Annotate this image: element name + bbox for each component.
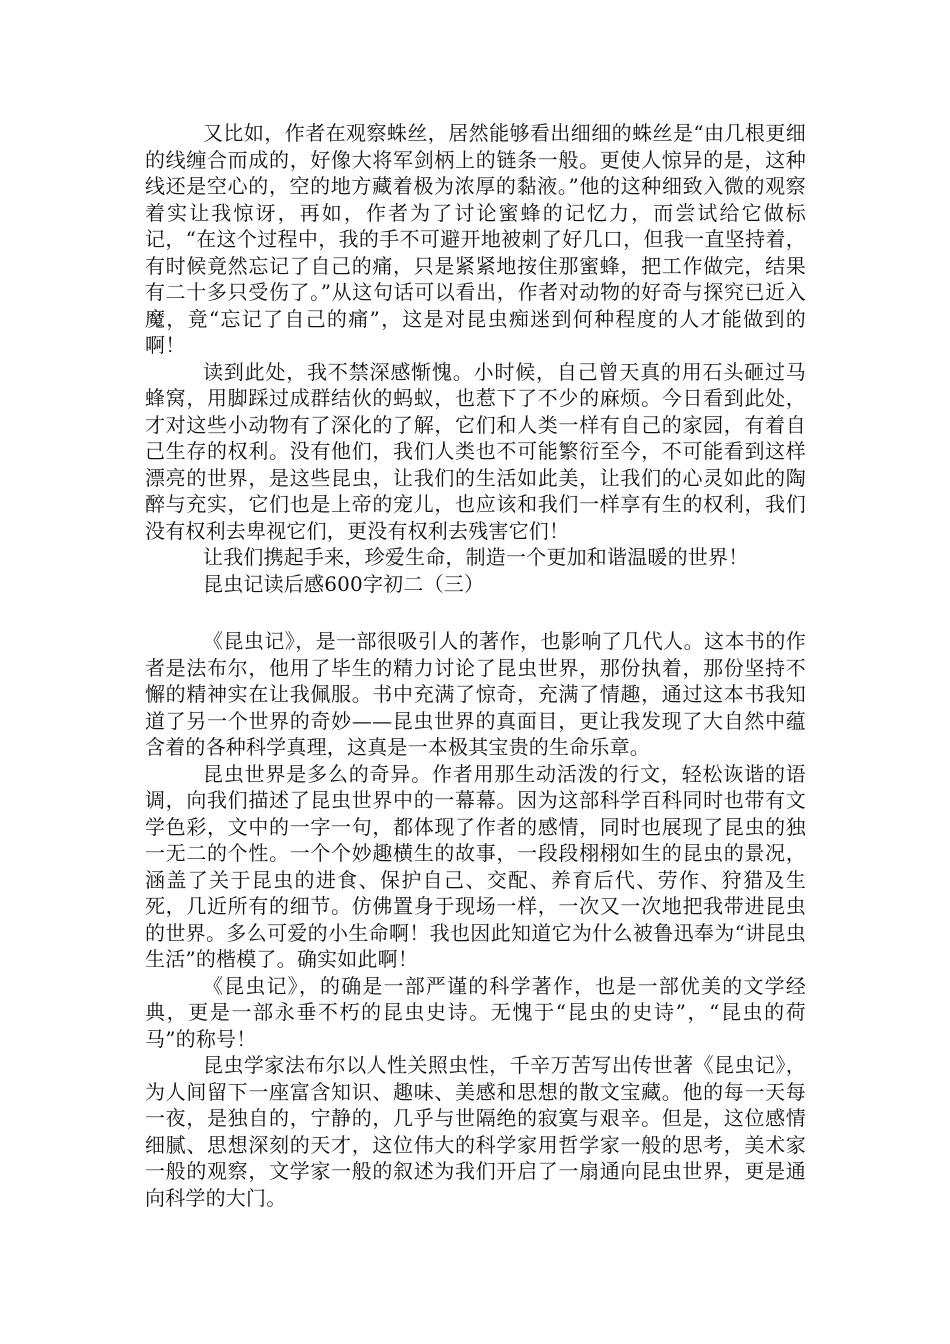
paragraph-fabre: 昆虫学家法布尔以人性关照虫性，千辛万苦写出传世著《昆虫记》，为人间留下一座富含知识、趣味、美感和思想的散文宝藏。他的每一天每一夜，是独自的，宁静的，几乎与世隔绝的寂寞与艰辛。但是，这位感情细腻、思想深刻的天才，这位伟大的科学家用哲学家一般的思考，美术家一般的观察，文学家一般的叙述为我们开启了一扇通向昆虫世界，更是通向科学的大门。 [145, 1053, 806, 1210]
section-one [145, 120, 806, 597]
paragraph-reflection: 读到此处，我不禁深感惭愧。小时候，自己曾天真的用石头砸过马蜂窝，用脚踩过成群结伙的蚂蚁，也惹下了不少的麻烦。今日看到此处，才对这些小动物有了深化的了解，它们和人类一样有自己的家园，有着自己生存的权利。没有他们，我们人类也不可能繁衍至今，不可能看到这样漂亮的世界，是这些昆虫，让我们的生活如此美，让我们的心灵如此的陶醉与充实，它们也是上帝的宠儿，也应该和我们一样享有生的权利，我们没有权利去卑视它们，更没有权利去残害它们！ [145, 359, 806, 543]
section-two [145, 628, 806, 1211]
paragraph-spider-silk: 又比如，作者在观察蛛丝，居然能够看出细细的蛛丝是“由几根更细的线缠合而成的，好像大将军剑柄上的链条一般。更使人惊异的是，这种线还是空心的，空的地方藏着极为浓厚的黏液。”他的这种细致入微的观察着实让我惊讶，再如，作者为了讨论蜜蜂的记忆力，而尝试给它做标记，“在这个过程中，我的手不可避开地被刺了好几口，但我一直坚持着，有时候竟然忘记了自己的痛，只是紧紧地按住那蜜蜂，把工作做完，结果有二十多只受伤了。”从这句话可以看出，作者对动物的好奇与探究已近入魔，竟“忘记了自己的痛”，这是对昆虫痴迷到何种程度的人才能做到的啊！ [145, 121, 806, 357]
section-heading: 昆虫记读后感600字初二（三） [203, 571, 485, 596]
paragraph-call-to-action: 让我们携起手来，珍爱生命，制造一个更加和谐温暖的世界！ [203, 545, 749, 569]
paragraph-scientific-work: 《昆虫记》，的确是一部严谨的科学著作，也是一部优美的文学经典，更是一部永垂不朽的昆虫史诗。无愧于“昆虫的史诗”，“昆虫的荷马”的称号！ [145, 973, 806, 1051]
paragraph-intro-book: 《昆虫记》，是一部很吸引人的著作，也影响了几代人。这本书的作者是法布尔，他用了毕生的精力讨论了昆虫世界，那份执着，那份坚持不懈的精神实在让我佩服。书中充满了惊奇，充满了情趣，通过这本书我知道了另一个世界的奇妙——昆虫世界的真面目，更让我发现了大自然中蕴含着的各种科学真理，这真是一本极其宝贵的生命乐章。 [145, 629, 806, 759]
paragraph-insect-world: 昆虫世界是多么的奇异。作者用那生动活泼的行文，轻松诙谐的语调，向我们描述了昆虫世界中的一幕幕。因为这部科学百科同时也带有文学色彩，文中的一字一句，都体现了作者的感情，同时也展现了昆虫的独一无二的个性。一个个妙趣横生的故事，一段段栩栩如生的昆虫的景况，涵盖了关于昆虫的进食、保护自己、交配、养育后代、劳作、狩猎及生死，几近所有的细节。仿佛置身于现场一样，一次又一次地把我带进昆虫的世界。多么可爱的小生命啊！我也因此知道它为什么被鲁迅奉为“讲昆虫生活”的楷模了。确实如此啊！ [145, 761, 806, 971]
